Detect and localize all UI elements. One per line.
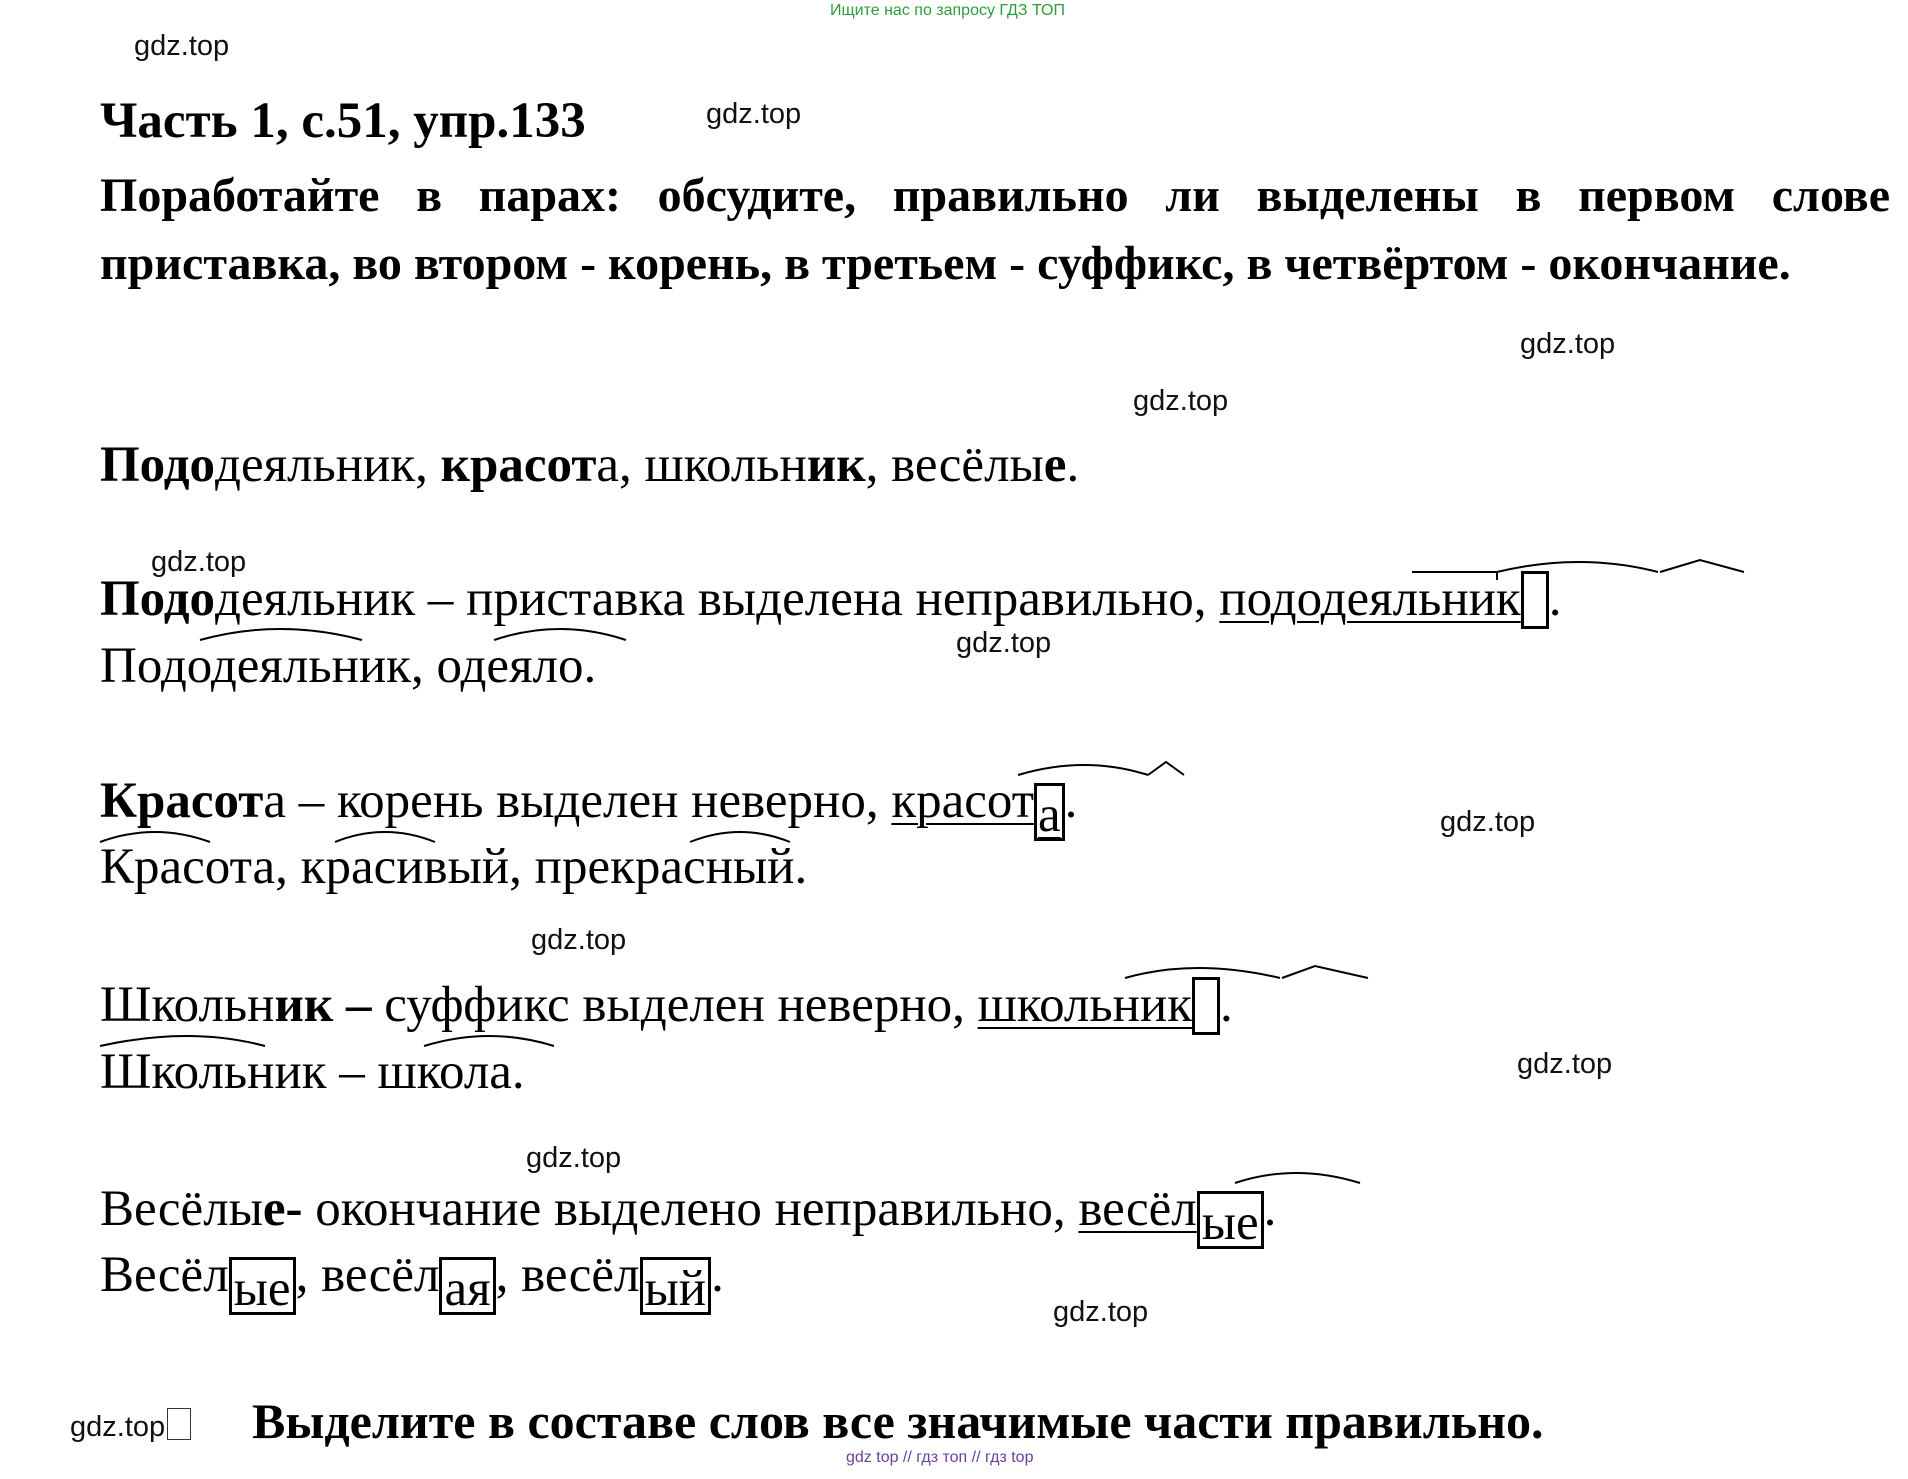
block2-line2: Красота, красивый, прекрасный. <box>100 839 808 895</box>
block2-line1 <box>100 772 1077 841</box>
watermark: gdz.top <box>526 1142 622 1174</box>
block4-line2 <box>100 1246 724 1315</box>
watermark: gdz.top <box>134 30 230 62</box>
block3-line1 <box>100 976 1233 1035</box>
text: Школьн <box>100 977 275 1033</box>
text: суффикс выделен неверно, <box>384 977 978 1033</box>
watermark: gdz.top <box>1517 1048 1613 1080</box>
ending-box: а <box>1034 783 1065 841</box>
words-line <box>100 436 1079 494</box>
suffix-marked: ик – <box>274 977 385 1033</box>
text: деяльник, <box>215 437 441 493</box>
page-title: Часть 1, с.51, упр.133 <box>100 93 586 149</box>
box-glyph <box>167 1408 191 1440</box>
text: , весёл <box>495 1247 640 1303</box>
prefix-marked: Подо <box>100 571 215 627</box>
text: , весёл <box>295 1247 440 1303</box>
suffix-caret <box>1660 560 1744 572</box>
suffix-caret <box>1148 762 1184 775</box>
ending-box <box>1192 977 1220 1035</box>
word1-marked: Подо <box>100 437 215 493</box>
watermark: gdz.top <box>1440 806 1536 838</box>
word2-marked: красот <box>440 437 597 493</box>
watermark: gdz.top <box>531 924 627 956</box>
text: . <box>1066 437 1080 493</box>
text: . <box>1263 1181 1277 1237</box>
suffix-caret <box>1282 966 1368 978</box>
text: а – корень выделен неверно, <box>263 773 892 829</box>
bottom-banner: gdz top // гдз топ // гдз top <box>846 1449 1034 1466</box>
watermark: gdz.top <box>151 546 247 578</box>
text: . <box>711 1247 724 1303</box>
watermark: gdz.top <box>1053 1296 1149 1328</box>
text: окончание выделено неправильно, <box>315 1181 1079 1237</box>
task-text: Поработайте в парах: обсудите, правильно ли выделены в первом слове приставка, во втором - корень, в третьем - суффикс, в четвёртом - окончание. <box>100 169 1890 290</box>
ending-box: ые <box>1197 1191 1264 1249</box>
watermark: gdz.top <box>1520 328 1616 360</box>
analyzed-word: весёл <box>1078 1181 1197 1237</box>
block4-line1 <box>100 1180 1276 1249</box>
text: , весёлы <box>865 437 1044 493</box>
text: . <box>1548 571 1562 627</box>
ending-box: ая <box>439 1257 495 1315</box>
ending-marked: е- <box>262 1181 316 1237</box>
block1-line1 <box>100 570 1561 629</box>
watermark: gdz.top <box>706 98 802 130</box>
ending-box: ый <box>640 1257 712 1315</box>
text: . <box>1219 977 1233 1033</box>
word4-marked: е <box>1043 437 1067 493</box>
text: а, школьн <box>596 437 807 493</box>
ending-box: ые <box>229 1257 296 1315</box>
ending-box <box>1521 571 1549 629</box>
text: деяльник – приставка выделена неправильно, <box>215 571 1220 627</box>
analyzed-word: пододеяльник <box>1219 571 1521 627</box>
top-banner: Ищите нас по запросу ГДЗ ТОП <box>830 2 1065 19</box>
watermark: gdz.top <box>1133 385 1229 417</box>
analyzed-word: школьник <box>977 977 1192 1033</box>
block1-line2: Пододеяльник, одеяло. <box>100 638 597 694</box>
block3-line2: Школьник – школа. <box>100 1044 525 1100</box>
root-marked: Красот <box>100 773 264 829</box>
analyzed-word: красот <box>891 773 1034 829</box>
watermark-text: gdz.top <box>70 1411 166 1443</box>
watermark: gdz.top <box>956 627 1052 659</box>
word3-marked: ик <box>806 437 866 493</box>
text: Весёлы <box>100 1181 263 1237</box>
final-instruction: Выделите в составе слов все значимые части правильно. <box>252 1393 1544 1449</box>
watermark <box>70 1408 191 1444</box>
text: . <box>1064 773 1078 829</box>
text: Весёл <box>100 1247 229 1303</box>
